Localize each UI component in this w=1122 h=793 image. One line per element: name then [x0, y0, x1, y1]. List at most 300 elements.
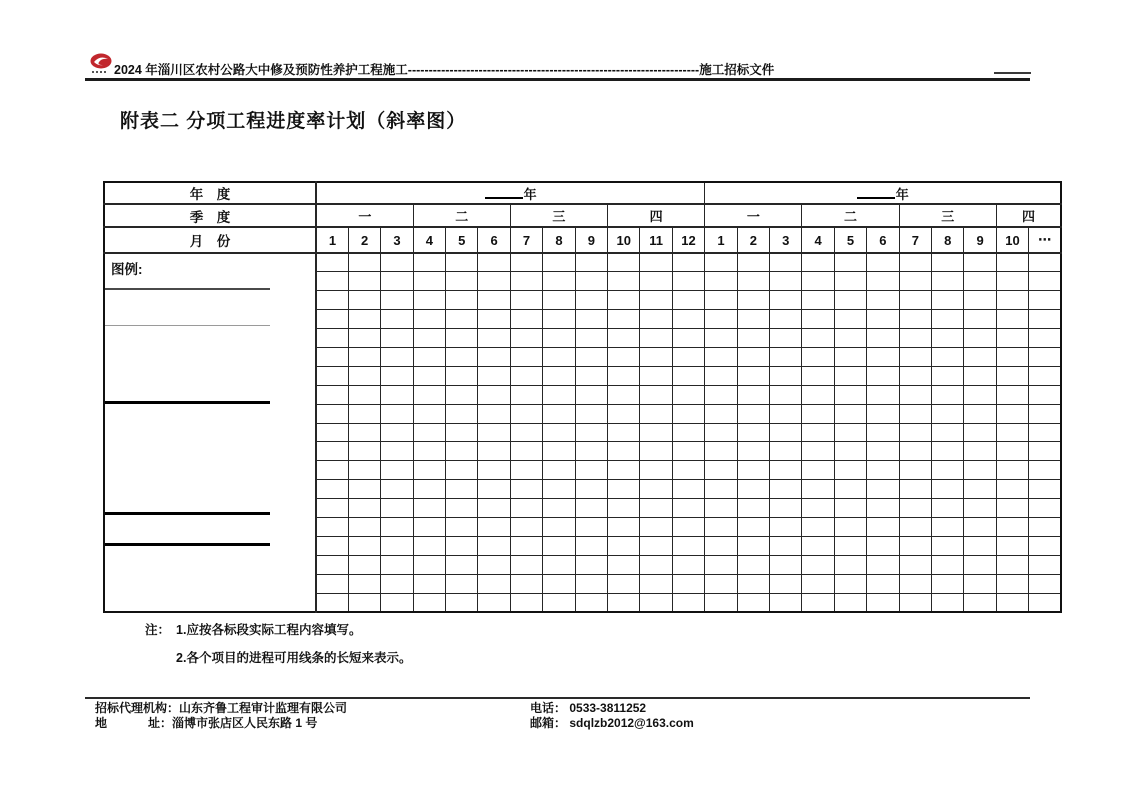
grid-cell	[478, 536, 510, 555]
grid-cell	[964, 574, 996, 593]
grid-cell	[316, 442, 348, 461]
grid-cell	[608, 329, 640, 348]
footer-row-1	[95, 701, 1035, 716]
grid-cell	[413, 404, 445, 423]
grid-cell	[996, 310, 1028, 329]
grid-cell	[381, 461, 413, 480]
grid-cell	[543, 536, 575, 555]
grid-cell	[608, 404, 640, 423]
grid-cell	[543, 310, 575, 329]
grid-cell	[834, 423, 866, 442]
grid-cell	[996, 574, 1028, 593]
grid-cell	[932, 310, 964, 329]
header-text	[114, 60, 774, 78]
grid-cell	[348, 253, 380, 272]
grid-cell	[834, 272, 866, 291]
grid-cell	[899, 574, 931, 593]
grid-cell	[316, 366, 348, 385]
month-cell-y1-10: 10	[608, 227, 640, 253]
month-cell-y1-11: 11	[640, 227, 672, 253]
grid-cell	[543, 423, 575, 442]
grid-cell	[899, 517, 931, 536]
grid-cell	[802, 461, 834, 480]
quarter-cell-y2-四: 四	[996, 204, 1061, 227]
header-dashes: ----------------------------------------------------------------------	[407, 63, 700, 77]
grid-cell	[867, 536, 899, 555]
grid-cell	[899, 366, 931, 385]
grid-cell	[381, 347, 413, 366]
grid-cell	[737, 536, 769, 555]
quarter-row-label: 季 度	[104, 204, 316, 227]
grid-cell	[867, 291, 899, 310]
month-cell-y2-9: 9	[964, 227, 996, 253]
grid-cell	[867, 499, 899, 518]
year-blank-line	[857, 185, 895, 199]
grid-cell	[802, 385, 834, 404]
grid-cell	[705, 499, 737, 518]
grid-cell	[802, 366, 834, 385]
grid-cell	[802, 574, 834, 593]
grid-cell	[446, 347, 478, 366]
grid-cell	[834, 253, 866, 272]
grid-cell	[381, 329, 413, 348]
grid-cell	[478, 291, 510, 310]
grid-cell	[996, 272, 1028, 291]
grid-cell	[996, 385, 1028, 404]
footer-phone	[530, 701, 1035, 716]
grid-cell	[705, 555, 737, 574]
footer-row-2	[95, 716, 1035, 731]
grid-cell	[705, 423, 737, 442]
grid-cell	[964, 461, 996, 480]
grid-cell	[640, 461, 672, 480]
grid-cell	[996, 555, 1028, 574]
grid-cell	[640, 329, 672, 348]
grid-cell	[770, 517, 802, 536]
grid-cell	[770, 536, 802, 555]
grid-cell	[348, 366, 380, 385]
legend-line-sample-4	[104, 512, 270, 515]
grid-cell	[770, 461, 802, 480]
grid-cell	[932, 461, 964, 480]
grid-cell	[705, 310, 737, 329]
grid-cell	[543, 461, 575, 480]
quarter-row	[104, 204, 1061, 227]
grid-cell	[1029, 310, 1061, 329]
grid-cell	[348, 536, 380, 555]
grid-cell	[705, 442, 737, 461]
grid-row	[104, 253, 1061, 272]
grid-cell	[1029, 461, 1061, 480]
grid-cell	[575, 536, 607, 555]
grid-cell	[737, 499, 769, 518]
grid-cell	[640, 593, 672, 612]
grid-cell	[964, 291, 996, 310]
grid-cell	[381, 593, 413, 612]
grid-cell	[316, 423, 348, 442]
grid-cell	[446, 593, 478, 612]
grid-cell	[737, 574, 769, 593]
grid-cell	[770, 253, 802, 272]
grid-cell	[770, 555, 802, 574]
page-footer	[95, 701, 1035, 730]
grid-cell	[575, 310, 607, 329]
grid-cell	[413, 593, 445, 612]
grid-cell	[478, 593, 510, 612]
grid-cell	[672, 536, 704, 555]
grid-cell	[834, 593, 866, 612]
grid-cell	[608, 574, 640, 593]
grid-cell	[478, 517, 510, 536]
grid-cell	[705, 593, 737, 612]
footer-address	[95, 716, 530, 731]
grid-cell	[964, 517, 996, 536]
legend-line-sample-2	[104, 325, 270, 326]
grid-cell	[932, 574, 964, 593]
grid-cell	[446, 480, 478, 499]
month-cell-y1-8: 8	[543, 227, 575, 253]
grid-cell	[316, 461, 348, 480]
quarter-cell-y2-一: 一	[705, 204, 802, 227]
grid-cell	[996, 253, 1028, 272]
grid-cell	[899, 310, 931, 329]
grid-cell	[640, 536, 672, 555]
grid-cell	[770, 423, 802, 442]
grid-cell	[381, 499, 413, 518]
grid-cell	[867, 272, 899, 291]
grid-cell	[381, 536, 413, 555]
grid-cell	[413, 366, 445, 385]
notes	[145, 622, 411, 678]
grid-cell	[737, 593, 769, 612]
grid-cell	[1029, 272, 1061, 291]
grid-cell	[964, 555, 996, 574]
grid-cell	[381, 310, 413, 329]
grid-cell	[413, 310, 445, 329]
grid-cell	[770, 385, 802, 404]
grid-cell	[737, 253, 769, 272]
month-cell-y2-10: 10	[996, 227, 1028, 253]
grid-cell	[510, 385, 542, 404]
grid-cell	[446, 442, 478, 461]
grid-cell	[705, 291, 737, 310]
grid-cell	[802, 517, 834, 536]
grid-cell	[867, 329, 899, 348]
grid-cell	[543, 517, 575, 536]
address-value: 淄博市张店区人民东路 1 号	[172, 715, 318, 730]
grid-cell	[510, 536, 542, 555]
note-item-2: 2.各个项目的进程可用线条的长短来表示。	[176, 651, 412, 665]
grid-cell	[446, 574, 478, 593]
agency-label: 招标代理机构：	[95, 701, 180, 715]
grid-cell	[867, 253, 899, 272]
grid-cell	[446, 272, 478, 291]
month-cell-y2-4: 4	[802, 227, 834, 253]
grid-cell	[867, 310, 899, 329]
grid-cell	[1029, 385, 1061, 404]
grid-cell	[348, 499, 380, 518]
grid-cell	[640, 517, 672, 536]
grid-cell	[672, 366, 704, 385]
legend-label: 图例:	[111, 262, 143, 277]
grid-cell	[640, 499, 672, 518]
grid-cell	[413, 499, 445, 518]
grid-cell	[446, 385, 478, 404]
grid-cell	[802, 310, 834, 329]
grid-cell	[834, 517, 866, 536]
grid-cell	[737, 423, 769, 442]
grid-cell	[705, 480, 737, 499]
grid-cell	[1029, 480, 1061, 499]
grid-cell	[996, 442, 1028, 461]
grid-cell	[640, 404, 672, 423]
grid-cell	[932, 442, 964, 461]
grid-cell	[543, 347, 575, 366]
grid-cell	[381, 385, 413, 404]
grid-cell	[413, 480, 445, 499]
grid-cell	[867, 385, 899, 404]
grid-cell	[575, 499, 607, 518]
grid-cell	[932, 423, 964, 442]
grid-cell	[640, 272, 672, 291]
grid-cell	[834, 366, 866, 385]
grid-cell	[737, 461, 769, 480]
grid-cell	[543, 593, 575, 612]
grid-cell	[348, 291, 380, 310]
grid-cell	[899, 536, 931, 555]
grid-cell	[834, 574, 866, 593]
grid-cell	[543, 404, 575, 423]
grid-cell	[608, 480, 640, 499]
grid-cell	[348, 442, 380, 461]
notes-label: 注：	[145, 623, 171, 637]
grid-cell	[932, 347, 964, 366]
grid-cell	[672, 404, 704, 423]
grid-cell	[770, 480, 802, 499]
grid-cell	[1029, 404, 1061, 423]
grid-cell	[705, 347, 737, 366]
month-cell-y1-3: 3	[381, 227, 413, 253]
grid-cell	[575, 404, 607, 423]
grid-cell	[996, 366, 1028, 385]
grid-cell	[478, 423, 510, 442]
grid-cell	[672, 347, 704, 366]
month-cell-y1-5: 5	[446, 227, 478, 253]
grid-cell	[543, 366, 575, 385]
grid-cell	[608, 366, 640, 385]
grid-cell	[737, 347, 769, 366]
year-row	[104, 182, 1061, 204]
grid-cell	[316, 574, 348, 593]
month-cell-y2-3: 3	[770, 227, 802, 253]
agency-name: 山东齐鲁工程审计监理有限公司	[179, 701, 348, 715]
grid-cell	[510, 461, 542, 480]
grid-cell	[672, 574, 704, 593]
grid-cell	[770, 310, 802, 329]
grid-cell	[413, 442, 445, 461]
grid-cell	[575, 593, 607, 612]
page-number-blank-line	[994, 72, 1031, 74]
grid-cell	[964, 480, 996, 499]
grid-cell	[510, 442, 542, 461]
grid-cell	[348, 517, 380, 536]
grid-cell	[932, 593, 964, 612]
notes-items	[176, 622, 411, 678]
grid-cell	[737, 385, 769, 404]
grid-cell	[381, 480, 413, 499]
grid-cell	[770, 291, 802, 310]
grid-cell	[316, 272, 348, 291]
grid-cell	[543, 385, 575, 404]
grid-cell	[867, 423, 899, 442]
grid-cell	[381, 574, 413, 593]
grid-cell	[770, 442, 802, 461]
grid-cell	[672, 499, 704, 518]
quarter-cell-y1-三: 三	[510, 204, 607, 227]
grid-cell	[446, 423, 478, 442]
grid-cell	[640, 291, 672, 310]
company-seal-icon	[88, 52, 114, 76]
legend-line-sample-3	[104, 401, 270, 404]
grid-cell	[510, 404, 542, 423]
grid-cell	[575, 442, 607, 461]
grid-cell	[608, 310, 640, 329]
grid-cell	[608, 272, 640, 291]
grid-cell	[834, 480, 866, 499]
grid-cell	[737, 480, 769, 499]
grid-cell	[348, 555, 380, 574]
grid-cell	[413, 291, 445, 310]
month-cell-y2-1: 1	[705, 227, 737, 253]
grid-cell	[640, 347, 672, 366]
grid-cell	[413, 253, 445, 272]
grid-cell	[802, 329, 834, 348]
grid-cell	[640, 423, 672, 442]
grid-cell	[737, 517, 769, 536]
month-cell-y1-6: 6	[478, 227, 510, 253]
quarter-cell-y2-三: 三	[899, 204, 996, 227]
grid-cell	[672, 385, 704, 404]
footer-rule	[85, 697, 1030, 699]
grid-cell	[770, 329, 802, 348]
grid-cell	[1029, 423, 1061, 442]
grid-cell	[575, 272, 607, 291]
grid-cell	[802, 442, 834, 461]
grid-cell	[1029, 574, 1061, 593]
grid-cell	[964, 329, 996, 348]
grid-cell	[510, 329, 542, 348]
grid-cell	[932, 536, 964, 555]
grid-cell	[640, 366, 672, 385]
grid-cell	[640, 442, 672, 461]
grid-cell	[672, 310, 704, 329]
grid-cell	[478, 329, 510, 348]
grid-cell	[867, 404, 899, 423]
legend-line-sample-1	[104, 288, 270, 290]
grid-cell	[672, 555, 704, 574]
year-blank-line	[485, 185, 523, 199]
grid-cell	[478, 555, 510, 574]
grid-cell	[672, 593, 704, 612]
grid-cell	[834, 442, 866, 461]
grid-cell	[381, 517, 413, 536]
grid-cell	[381, 272, 413, 291]
grid-cell	[1029, 499, 1061, 518]
grid-cell	[737, 555, 769, 574]
grid-cell	[446, 404, 478, 423]
grid-cell	[964, 253, 996, 272]
grid-cell	[899, 329, 931, 348]
month-cell-y1-2: 2	[348, 227, 380, 253]
grid-cell	[543, 555, 575, 574]
grid-cell	[867, 555, 899, 574]
grid-cell	[1029, 442, 1061, 461]
grid-cell	[543, 329, 575, 348]
grid-cell	[510, 253, 542, 272]
grid-cell	[446, 310, 478, 329]
grid-cell	[316, 499, 348, 518]
grid-cell	[316, 291, 348, 310]
grid-cell	[737, 404, 769, 423]
grid-cell	[672, 291, 704, 310]
month-cell-y2-5: 5	[834, 227, 866, 253]
grid-cell	[770, 347, 802, 366]
grid-cell	[834, 555, 866, 574]
grid-cell	[608, 347, 640, 366]
grid-cell	[932, 272, 964, 291]
grid-cell	[348, 423, 380, 442]
month-row	[104, 227, 1061, 253]
grid-cell	[575, 461, 607, 480]
grid-cell	[996, 499, 1028, 518]
grid-cell	[899, 480, 931, 499]
grid-cell	[381, 555, 413, 574]
grid-cell	[964, 347, 996, 366]
grid-cell	[510, 423, 542, 442]
grid-cell	[770, 499, 802, 518]
year-row-label: 年 度	[104, 182, 316, 204]
grid-cell	[413, 461, 445, 480]
grid-cell	[964, 593, 996, 612]
grid-cell	[932, 517, 964, 536]
grid-cell	[575, 423, 607, 442]
grid-cell	[316, 329, 348, 348]
grid-cell	[348, 347, 380, 366]
grid-cell	[996, 536, 1028, 555]
grid-cell	[1029, 291, 1061, 310]
page-title: 附表二 分项工程进度率计划（斜率图）	[120, 111, 467, 132]
grid-cell	[478, 461, 510, 480]
grid-cell	[478, 385, 510, 404]
grid-cell	[348, 329, 380, 348]
grid-cell	[672, 480, 704, 499]
grid-cell	[316, 593, 348, 612]
grid-cell	[510, 310, 542, 329]
grid-cell	[932, 480, 964, 499]
grid-cell	[834, 536, 866, 555]
quarter-cell-y1-一: 一	[316, 204, 413, 227]
grid-cell	[316, 404, 348, 423]
grid-cell	[413, 329, 445, 348]
month-row-label: 月 份	[104, 227, 316, 253]
grid-cell	[802, 593, 834, 612]
grid-cell	[413, 385, 445, 404]
grid-cell	[964, 536, 996, 555]
header-rule	[85, 78, 1030, 81]
grid-cell	[608, 555, 640, 574]
page-header	[85, 52, 1030, 78]
grid-cell	[575, 574, 607, 593]
